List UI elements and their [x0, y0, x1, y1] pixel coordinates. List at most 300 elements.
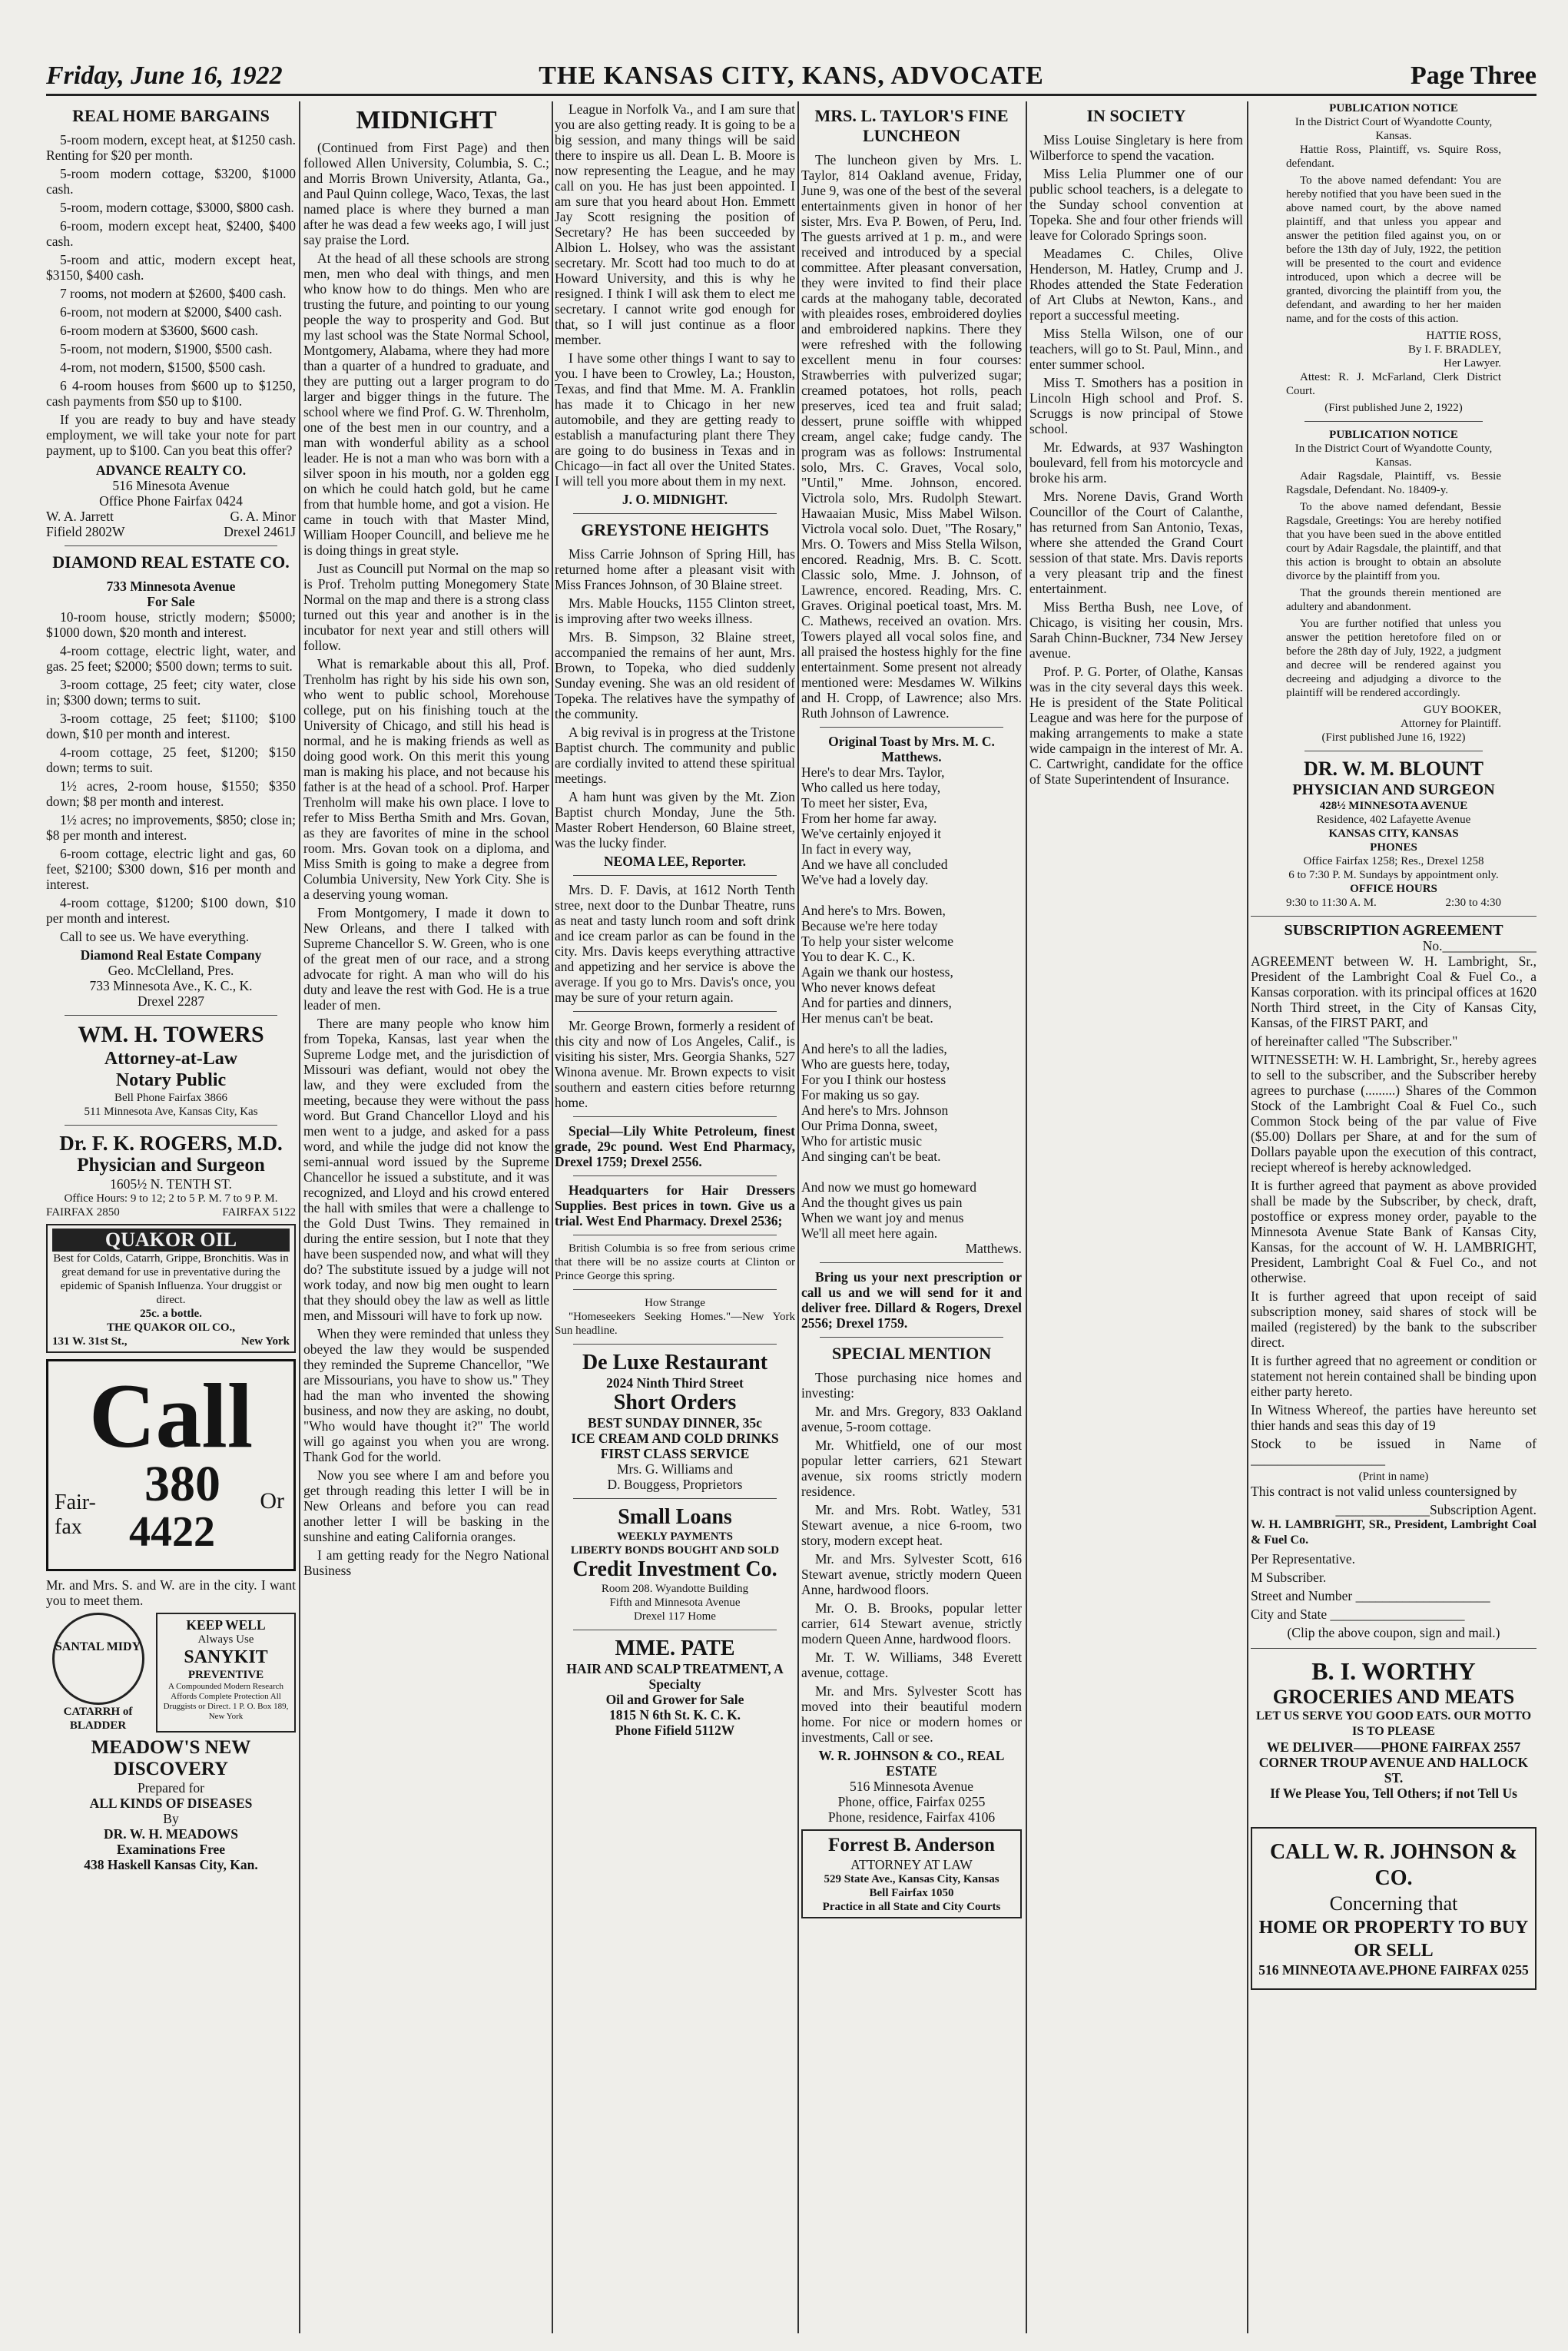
publication-notice-title: PUBLICATION NOTICE — [1329, 429, 1458, 441]
rogers-hours: Office Hours: 9 to 12; 2 to 5 P. M. 7 to 9 P. M. — [64, 1192, 278, 1205]
midnight-signature: J. O. MIDNIGHT. — [622, 492, 728, 507]
masthead — [46, 60, 1537, 96]
column-rule — [552, 101, 553, 2333]
how-strange-quote: "Homeseekers Seeking Homes."—New York Sun headline. — [555, 1311, 795, 1337]
agreement-paragraph: WITNESSETH: W. H. Lambright, Sr., hereby agrees to sell to the subscriber, and the Subscriber hereby agrees to purchase (.........) Shares of the Common Stock of the Lambright Coal & Fuel Co., such Common Stock being of the par value of Five ($5.00) Dollars per Share, at and for the sum of Dollars payable upon the execution of this contract, reciept whereof is hereby acknowledged. — [1251, 1052, 1537, 1175]
anderson-address: 529 State Ave., Kansas City, Kansas — [824, 1873, 999, 1885]
poem-line: Her menus can't be beat. — [801, 1010, 933, 1026]
greystone-reporter: NEOMA LEE, Reporter. — [603, 854, 747, 869]
blount-name: DR. W. M. BLOUNT — [1303, 758, 1484, 780]
article-paragraph: Miss Lelia Plummer one of our public school teachers, is a delegate to the Sunday school convention at Topeka. She and four other friends will leave for Colorado Springs soon. — [1029, 166, 1243, 243]
loans-line: Room 208. Wyandotte Building — [601, 1583, 749, 1595]
agreement-paragraph: In Witness Whereof, the parties have hereunto set thier hands and seas this day of 19 — [1251, 1402, 1537, 1433]
worthy-title: GROCERIES AND MEATS — [1272, 1686, 1515, 1708]
article-paragraph: Miss T. Smothers has a position in Lincoln High school and Prof. S. Scruggs is now principal of Stowe school. — [1029, 375, 1243, 436]
diamond-real-estate-heading: DIAMOND REAL ESTATE CO. — [52, 552, 290, 572]
wrj-phone: Phone, office, Fairfax 0255 — [837, 1794, 986, 1809]
publication-signature: GUY BOOKER, — [1423, 704, 1501, 716]
midnight-article — [303, 140, 549, 1578]
article-paragraph: Now you see where I am and before you get through reading this letter I will be in New Orleans and before you can read another letter I will be basking in the sunshine and eating California oranges. — [303, 1467, 549, 1544]
divider — [573, 1011, 777, 1012]
list-item: 6-room modern at $3600, $600 cash. — [60, 323, 259, 338]
list-item: 10-room house, strictly modern; $5000; $1000 down, $20 month and interest. — [46, 609, 296, 640]
poem-signature: Matthews. — [965, 1241, 1022, 1256]
article-paragraph: What is remarkable about this all, Prof. Trenholm has right by his side his own son, who went to public school, Morehouse college, put on his finishing touch at the University of Chicago, and still his head is normal, and he is making friends as well as doing good work. On this merit this young man is making his place, and not because his father is at the head of a school. Prof. Harper Trenholm will make his own place. I love to refer to Miss Bertha Smith and Mrs. Govan, as they are favorites of mine in the school room. Mrs. Govan took on a diploma, and Miss Smith is going to make a degree from Columbia University, New York City. She is a deserving young woman. — [303, 656, 549, 902]
advance-realty-phones — [46, 524, 296, 539]
anderson-name: Forrest B. Anderson — [828, 1835, 995, 1855]
wrj-address: 516 MINNEOTA AVE. — [1258, 1962, 1389, 1978]
publication-lawyer: Her Lawyer. — [1444, 357, 1501, 370]
poem-line: When we want joy and menus — [801, 1210, 964, 1225]
list-item: 5-room modern, except heat, at $1250 cash. Renting for $20 per month. — [46, 132, 296, 163]
call-number-2: 4422 — [129, 1508, 215, 1556]
deluxe-line: ICE CREAM AND COLD DRINKS — [571, 1431, 779, 1446]
meadows-address: 438 Haskell Kansas City, Kan. — [84, 1857, 258, 1872]
column-rule — [1247, 101, 1248, 2333]
rogers-phone: FAIRFAX 5122 — [222, 1206, 296, 1219]
towers-phone: Bell Phone Fairfax 3866 — [114, 1092, 228, 1104]
publication-date: (First published June 16, 1922) — [1321, 731, 1466, 744]
poem-line: Here's to dear Mrs. Taylor, — [801, 764, 945, 780]
list-item: 4-rom, not modern, $1500, $500 cash. — [60, 360, 266, 375]
luncheon-article: The luncheon given by Mrs. L. Taylor, 814 Oakland avenue, Friday, June 9, was one of the best of the several entertainments given in honor of her sister, Mrs. Eva P. Bowen, of Peru, Ind. The guests arrived at 1 p. m., and were received and introduced by a special committee. After pleasant conversation, they were invited to find their place cards at the mahogany table, decorated with pleaides roses, embroidered doylies and embroidered napkins. There they were refreshed with the following excellent menu in four courses: Strawberries with pulverized sugar; creamed potatoes, hot rolls, peach preserves, iced tea and fruit salad; dessert, prune soiffle with whipped cream, angel cake; fudge candy. The program was as follows: Instrumental solo, Mrs. C. Graves, Vocal solo, "Until," Mme. Johnson, encored. Victrola solo, Mrs. Rudolph Stewart. Hawaaian Music, Miss Mabel Wilson. Victrola vocal solo. Duet, "The Rosary," Mrs. O. Towers and Miss Stella Wilson, encored. Readnig, Mrs. B. C. Scott. Classic solo, Mme. J. Johnson, of Lawrence, encored. Reading, Mrs. C. Graves. Original poetical toast, Mrs. M. C. Mathews, received an ovation. Mrs. Towers played all vocal solos fine, and all praised the hostess highly for the fine entertainment. Some present not already mentioned were: Mesdames W. Wilkins and H. Cropp, of Lawrence; also Mrs. Ruth Johnson of Lawrence. — [801, 152, 1022, 721]
call-ad — [46, 1359, 296, 1571]
special-mention-heading: SPECIAL MENTION — [831, 1344, 992, 1363]
rogers-name: Dr. F. K. ROGERS, M.D. — [59, 1132, 283, 1155]
worthy-slogan: If We Please You, Tell Others; if not Tell Us — [1270, 1786, 1517, 1801]
towers-title-2: Notary Public — [115, 1070, 227, 1090]
divider — [65, 1015, 277, 1016]
quakor-address-row — [52, 1335, 290, 1348]
loans-company: Credit Investment Co. — [572, 1557, 777, 1581]
subscription-print: (Print in name) — [1358, 1471, 1429, 1483]
rogers-ad — [46, 1132, 296, 1219]
poem-line: From her home far away. — [801, 811, 937, 826]
divider — [573, 513, 777, 514]
agreement-paragraph: AGREEMENT between W. H. Lambright, Sr., President of the Lambright Coal & Fuel Co., a Kansas corporation. with its principal offices at 1620 North Third street, in the City of Kansas City, Kansas, of the FIRST PART, and — [1251, 953, 1537, 1030]
wrj-home-property: HOME OR PROPERTY TO BUY OR SELL — [1258, 1918, 1529, 1961]
blount-hours-pm: 2:30 to 4:30 — [1445, 897, 1501, 909]
divider — [820, 1262, 1003, 1263]
deluxe-line: FIRST CLASS SERVICE — [600, 1446, 750, 1461]
subscription-city: City and State ____________________ — [1251, 1607, 1465, 1622]
toast-heading: Original Toast by Mrs. M. C. Matthews. — [828, 734, 995, 764]
rogers-phones — [46, 1205, 296, 1219]
divider — [820, 1337, 1003, 1338]
sanykit-ad — [156, 1613, 296, 1733]
poem-line: To help your sister welcome — [801, 933, 954, 949]
quakor-text: Best for Colds, Catarrh, Grippe, Bronchitis. Was in great demand for use in preventative during the epidemic of Spanish Influenza. Your druggist or direct. — [53, 1252, 289, 1306]
list-item: 4-room cottage, 25 feet, $1200; $150 down; terms to suit. — [46, 744, 296, 775]
list-item: If you are ready to buy and have steady employment, we will take your note for part payment, up to $100. Can you beat this offer? — [46, 412, 296, 458]
diamond-for-sale: For Sale — [147, 594, 195, 609]
list-item: 6-room, not modern at $2000, $400 cash. — [60, 304, 283, 320]
lily-item: Special—Lily White Petroleum, finest grade, 29c pound. West End Pharmacy, Drexel 1759; Drexel 2556. — [555, 1123, 795, 1169]
loans-line: LIBERTY BONDS BOUGHT AND SOLD — [570, 1544, 780, 1557]
anderson-ad — [801, 1829, 1022, 1918]
publication-parties: Hattie Ross, Plaintiff, vs. Squire Ross, defendant. — [1286, 144, 1501, 170]
call-fairfax — [55, 1491, 96, 1540]
quakor-oil-ad — [46, 1224, 296, 1353]
santal-logo: SANTAL MIDY — [52, 1613, 144, 1705]
subscription-stock-name: Stock to be issued in Name of ____________________ — [1251, 1436, 1537, 1467]
sanykit-sub: PREVENTIVE — [187, 1669, 264, 1681]
real-home-list — [46, 132, 296, 458]
poem-line: And here's to all the ladies, — [801, 1041, 947, 1056]
sanykit-always: Always Use — [197, 1633, 254, 1646]
newspaper-title: THE KANSAS CITY, KANS, ADVOCATE — [539, 61, 1044, 90]
wrj-phone: Phone, residence, Fairfax 4106 — [827, 1809, 996, 1825]
list-item: 5-room and attic, modern except heat, $3150, $400 cash. — [46, 252, 296, 283]
article-paragraph: Meadames C. Chiles, Olive Henderson, M. Hatley, Crump and J. Rhodes attended the State Federation of Art Clubs at Newton, Kans., and report a successful meeting. — [1029, 246, 1243, 323]
subscription-agent-line: ______________Subscription Agent. — [1335, 1502, 1537, 1517]
worthy-motto: LET US SERVE YOU GOOD EATS. OUR MOTTO IS TO PLEASE — [1255, 1709, 1532, 1738]
column-2 — [303, 101, 549, 2333]
poem-line: We've had a lovely day. — [801, 872, 929, 887]
poem-line — [801, 887, 1022, 903]
meadows-title: MEADOW'S NEW DISCOVERY — [91, 1737, 251, 1779]
blount-address: 428½ MINNESOTA AVENUE — [1319, 800, 1468, 812]
poem-line: In fact in every way, — [801, 841, 912, 857]
poem-line — [801, 1026, 1022, 1041]
worthy-ad — [1251, 1656, 1537, 1801]
poem-line: To meet her sister, Eva, — [801, 795, 928, 811]
wrj-call-line: CALL W. R. JOHNSON & CO. — [1269, 1840, 1518, 1890]
diamond-list — [46, 609, 296, 944]
publication-date: (First published June 2, 1922) — [1324, 402, 1463, 414]
divider — [65, 1125, 277, 1126]
poem-line: And for parties and dinners, — [801, 995, 952, 1010]
diamond-company: Diamond Real Estate Company — [80, 947, 262, 963]
worthy-deliver: WE DELIVER——PHONE FAIRFAX 2557 — [1266, 1739, 1521, 1755]
advance-realty-contacts — [46, 509, 296, 524]
medicine-ads — [46, 1613, 296, 1733]
subscription-valid: This contract is not valid unless countersigned by — [1251, 1484, 1517, 1499]
poem-line: Who are guests here, today, — [801, 1056, 950, 1072]
column-5 — [1029, 101, 1243, 2333]
article-paragraph: Miss Stella Wilson, one of our teachers, will go to St. Paul, Minn., and enter summer school. — [1029, 326, 1243, 372]
pate-name: MME. PATE — [615, 1636, 735, 1660]
article-paragraph: Miss Carrie Johnson of Spring Hill, has returned home after a pleasant visit with Miss Frances Johnson, of 30 Blaine street. — [555, 546, 795, 592]
publication-text: To the above named defendant, Bessie Ragsdale, Greetings: You are hereby notified that you have been sued in the above entitled court by Adair Ragsdale, the plaintiff, and that this action is brought to obtain an absolute divorce by the plaintiff from you. — [1286, 501, 1501, 582]
subscription-street: Street and Number ____________________ — [1251, 1588, 1490, 1603]
column-rule — [797, 101, 799, 2333]
stock-name-label: Stock to be issued in Name of — [1251, 1436, 1537, 1451]
article-paragraph: I am getting ready for the Negro National Business — [303, 1547, 549, 1578]
santal-sub: CATARRH of BLADDER — [63, 1706, 133, 1732]
poem-line: Our Prima Donna, sweet, — [801, 1118, 938, 1133]
subscription-clip: (Clip the above coupon, sign and mail.) — [1287, 1625, 1500, 1640]
article-paragraph: A big revival is in progress at the Tristone Baptist church. The community and public are cordially invited to attend these spiritual meetings. — [555, 725, 795, 786]
call-text: Mr. and Mrs. S. and W. are in the city. I want you to meet them. — [46, 1577, 296, 1608]
davis-item: Mrs. D. F. Davis, at 1612 North Tenth stree, next door to the Dunbar Theatre, runs as neat and tasty lunch room and soft drink and ice cream parlor as can be found in the city. Mrs. Davis keeps everything attractive and appetizing and her service is above the average. If you go to Mrs. Davis's once, you may be sure of your return again. — [555, 882, 795, 1005]
poem-line: Who for artistic music — [801, 1133, 922, 1149]
list-item: 6-room, modern except heat, $2400, $400 cash. — [46, 218, 296, 249]
list-item: Mr. and Mrs. Sylvester Scott has moved into their beautiful modern home. For nice or modern homes or investments, Call or see. — [801, 1683, 1022, 1745]
divider — [820, 727, 1003, 728]
deluxe-line: Mrs. G. Williams and — [616, 1461, 734, 1477]
article-paragraph: At the head of all these schools are strong men, men who deal with things, and men who know how to do things. Men who are trusting the future, and pointing to our young people the way to prosperity and God. But my last school was the State Normal School, Montgomery, Alabama, where they had more than a quarter of a hundred to graduate, and they are putting out a larger program to do larger and bigger things in the future. The school where we find Prof. G. W. Threnholm, one of the best men in our country, and a man with wonderful ability as a school leader. He is not a man who was born with a silver spoon in his mouth, nor a golden egg on which he could hatch gold, but he came from that humble home, and got a vision. He came in touch with that Master Mind, William Hooper Councill, and believe me he is doing things in great style. — [303, 250, 549, 558]
anderson-phone: Bell Fairfax 1050 — [869, 1887, 954, 1899]
brown-item: Mr. George Brown, formerly a resident of this city and now of Los Angeles, Calif., is visiting his sister, Mrs. Georgia Shanks, 527 Winona avenue. Mr. Brown expects to visit southern and eastern cities before returnng home. — [555, 1018, 795, 1110]
poem-line: Who called us here today, — [801, 780, 941, 795]
divider — [1304, 421, 1483, 422]
article-paragraph: I have some other things I want to say to you. I have been to Crowley, La.; Houston, Texas, and find that Mme. M. A. Franklin has made it to Chicago in her new automobile, and they are getting ready to establish a manufacturing plant there They are going to do business in Texas and in Chicago—in fact all over the United States. I will tell you more about them in my next. — [555, 350, 795, 489]
poem-line: Again we thank our hostess, — [801, 964, 953, 980]
pate-line: Phone Fifield 5112W — [615, 1723, 735, 1738]
subscription-no: No.______________ — [1422, 938, 1537, 953]
worthy-name: B. I. WORTHY — [1311, 1657, 1476, 1685]
anderson-practice: Practice in all State and City Courts — [822, 1901, 1001, 1913]
divider — [573, 875, 777, 876]
rogers-title: Physician and Surgeon — [77, 1155, 265, 1176]
divider — [573, 1116, 777, 1117]
wrj-call-box — [1251, 1827, 1537, 1990]
list-item: 6 4-room houses from $600 up to $1250, cash payments from $50 up to $100. — [46, 378, 296, 409]
meadows-line: Prepared for — [138, 1780, 204, 1796]
pate-line: HAIR AND SCALP TREATMENT, A Specialty — [566, 1661, 784, 1692]
in-society-list — [1029, 132, 1243, 787]
publication-by: By I. F. BRADLEY, — [1407, 343, 1501, 356]
column-rule — [299, 101, 300, 2333]
publication-attest: Attest: R. J. McFarland, Clerk District Court. — [1286, 371, 1501, 397]
deluxe-title: De Luxe Restaurant — [582, 1351, 768, 1374]
wrj-concerning: Concerning that — [1329, 1892, 1458, 1915]
meadows-doctor: DR. W. H. MEADOWS — [103, 1826, 239, 1842]
subscription-body — [1251, 953, 1537, 1433]
publication-lawyer: Attorney for Plaintiff. — [1401, 718, 1501, 730]
article-paragraph: There are many people who know him from Topeka, Kansas, last year when the Supreme Lodge met, and the jurisdiction of Missouri was defiant, would not obey the law, and they were excluded from the meeting, because they were without the pass word. But Grand Chancellor Lloyd and his men went to a judge, and asked for a pass word, and while the judge did not know the semi-annual word issued by the Supreme Chancellor he issued a substitute, and it was recognized, and Lloyd and his crowd entered the hall with smiles that were a challenge to the Gold Dust Twins. They remained in during the entire session, but I note that they have been suspended now, and what will they do? The substitute issued by a judge will not work today, and now big men ought to learn that they should obey the law as well as little men, and Missouri will have to fork up now. — [303, 1016, 549, 1323]
subscription-no-label: No. — [1422, 938, 1443, 953]
quakor-city: New York — [240, 1335, 290, 1348]
in-society-heading: IN SOCIETY — [1086, 106, 1186, 125]
divider — [573, 1498, 777, 1499]
article-paragraph: Mrs. B. Simpson, 32 Blaine street, accompanied the remains of her aunt, Mrs. Brown, to Topeka, who died suddenly Sunday evening. She was an old resident of Topeka. The relatives have the sympathy of the community. — [555, 629, 795, 721]
divider — [573, 1344, 777, 1345]
sanykit-name: SANYKIT — [184, 1647, 268, 1667]
publication-text: You are further notified that unless you answer the petition heretofore filed on or before the 28th day of July, 1922, a judgment and decree will be rendered against you decreeing and adjudging a divorce to the plaintiff will be rendered accordingly. — [1286, 618, 1501, 699]
luncheon-heading: MRS. L. TAYLOR'S FINE LUNCHEON — [814, 106, 1009, 145]
article-paragraph: Just as Councill put Normal on the map so is Prof. Treholm putting Monegomery State Normal on the map and there is a strong class turned out this year and another is in the incubator for next year and still others will follow. — [303, 561, 549, 653]
deluxe-line: D. Bouggess, Proprietors — [607, 1477, 743, 1492]
poem-line: And we have all concluded — [801, 857, 948, 872]
worthy-address: CORNER TROUP AVENUE AND HALLOCK ST. — [1258, 1755, 1529, 1786]
advance-realty-phone: Office Phone Fairfax 0424 — [99, 493, 243, 509]
list-item: Mr. and Mrs. Gregory, 833 Oakland avenue, 5-room cottage. — [801, 1404, 1022, 1434]
article-paragraph: Mrs. Norene Davis, Grand Worth Councillor of the Court of Calanthe, has returned from San Antonio, Texas, where she attended the Grand Court session of that state. Mrs. Davis reports a very pleasant trip and the finest entertainment. — [1029, 489, 1243, 596]
sanykit-small: A Compounded Modern Research Affords Complete Protection All Druggists or Direct. 1 P. O. Box 189, New York — [163, 1682, 289, 1721]
subscription-president: W. H. LAMBRIGHT, SR., President, Lambright Coal & Fuel Co. — [1251, 1518, 1537, 1547]
greystone-heading: GREYSTONE HEIGHTS — [581, 520, 769, 539]
towers-address: 511 Minnesota Ave, Kansas City, Kas — [84, 1106, 258, 1118]
poem-line: Because we're here today — [801, 918, 938, 933]
meadows-line: By — [163, 1811, 179, 1826]
meadows-line: ALL KINDS OF DISEASES — [89, 1796, 253, 1811]
pate-ad — [555, 1636, 795, 1738]
real-home-bargains-heading: REAL HOME BARGAINS — [72, 106, 270, 125]
list-item: 3-room cottage, 25 feet; $1100; $100 down, $10 per month and interest. — [46, 711, 296, 741]
advance-realty-ad — [46, 463, 296, 539]
contact-phone: Fifield 2802W — [46, 524, 125, 539]
blount-hours-am: 9:30 to 11:30 A. M. — [1286, 897, 1377, 909]
meadows-ad — [46, 1737, 296, 1872]
loans-title: Small Loans — [618, 1505, 732, 1529]
agreement-paragraph: It is further agreed that upon receipt of said subscription money, said shares of stock will be mailed (registered) by the bank to the subscriber direct. — [1251, 1288, 1537, 1350]
sanykit-keep-well: KEEP WELL — [186, 1617, 266, 1633]
subscription-per: Per Representative. — [1251, 1551, 1356, 1567]
agreement-paragraph: of hereinafter called "The Subscriber." — [1251, 1033, 1458, 1049]
column-6 — [1251, 101, 1537, 2333]
article-paragraph: Miss Louise Singletary is here from Wilberforce to spend the vacation. — [1029, 132, 1243, 163]
publication-text: To the above named defendant: You are hereby notified that you have been sued in the above named court, by the above named plaintiff, and that unless you appear and answer the petition filed against you, on or before the 13th day of July, 1922, the petition will be presented to the court and evidence introduced, upon which a decree will be granted, divorcing the plaintiff from you, the defendant, and awarding to her her maiden name, and for the costs of this action. — [1286, 174, 1501, 325]
list-item: 7 rooms, not modern at $2600, $400 cash. — [60, 286, 287, 301]
poem-line: We'll all meet here again. — [801, 1225, 938, 1241]
deluxe-address: 2024 Ninth Third Street — [606, 1375, 744, 1391]
list-item: Call to see us. We have everything. — [60, 929, 250, 944]
publication-notices — [1286, 101, 1501, 910]
list-item: 1½ acres; no improvements, $850; close in; $8 per month and interest. — [46, 812, 296, 843]
article-paragraph: When they were reminded that unless they obeyed the law they would be suspended they reminded the Supreme Chancellor, "We are Missourians, you have to show us." They had the man who invented the showing business, and now they are asking, no doubt, "Who would have thought it?" The world will go against you when you are wrong. Thank God for the world. — [303, 1326, 549, 1464]
list-item: Mr. T. W. Williams, 348 Everett avenue, cottage. — [801, 1650, 1022, 1680]
publication-court: In the District Court of Wyandotte County, Kansas. — [1295, 443, 1493, 469]
blount-title: PHYSICIAN AND SURGEON — [1292, 781, 1495, 798]
british-columbia-item: British Columbia is so free from serious crime that there will be no assize courts at Clinton or Prince George this spring. — [555, 1242, 795, 1282]
special-mention-list — [801, 1370, 1022, 1745]
column-1 — [46, 101, 296, 2333]
list-item: 3-room cottage, 25 feet; city water, close in; $300 down; terms to suit. — [46, 677, 296, 708]
poem-line: We've certainly enjoyed it — [801, 826, 942, 841]
contact-name: G. A. Minor — [230, 509, 296, 524]
agreement-paragraph: It is further agreed that no agreement or condition or statement not herein contained shall be binding upon either party hereto. — [1251, 1353, 1537, 1399]
blount-hours-label: OFFICE HOURS — [1350, 883, 1437, 895]
call-number-1: 380 — [144, 1456, 220, 1512]
divider — [1251, 916, 1537, 917]
column-rule — [1026, 101, 1027, 2333]
call-or: Or — [260, 1488, 284, 1514]
diamond-address-2: 733 Minnesota Ave., K. C., K. — [89, 978, 253, 993]
subscription-agreement — [1251, 923, 1537, 1640]
santal-ad — [46, 1613, 150, 1733]
publication-court: In the District Court of Wyandotte County, Kansas. — [1295, 116, 1493, 142]
article-paragraph: From Montgomery, I made it down to New Orleans, and there I talked with Supreme Chancellor S. W. Green, who is one of the great men of our race, and a strong advocate for right. A man who will do his duty and leave the rest with God. He is a true leader of men. — [303, 905, 549, 1013]
how-strange-title: How Strange — [645, 1297, 705, 1309]
loans-line: Fifth and Minnesota Avenue — [609, 1597, 741, 1609]
blount-sundays: 6 to 7:30 P. M. Sundays by appointment only. — [1288, 869, 1499, 881]
city-label: City and State — [1251, 1607, 1328, 1622]
diamond-president: Geo. McClelland, Pres. — [108, 963, 234, 978]
midnight-heading: MIDNIGHT — [356, 106, 497, 134]
list-item: Mr. Whitfield, one of our most popular letter carriers, 621 Stewart avenue, six rooms strictly modern residence. — [801, 1437, 1022, 1499]
column-3 — [555, 101, 795, 2333]
advance-realty-address: 516 Minesota Avenue — [112, 478, 230, 493]
meadows-exam: Examinations Free — [116, 1842, 226, 1857]
contact-name: W. A. Jarrett — [46, 509, 114, 524]
issue-date: Friday, June 16, 1922 — [46, 61, 283, 90]
call-word: Call — [88, 1365, 254, 1467]
towers-ad — [46, 1022, 296, 1119]
list-item: 4-room cottage, electric light, water, and gas. 25 feet; $2000; $500 down; terms to suit. — [46, 643, 296, 674]
wrj-name: W. R. JOHNSON & CO., REAL ESTATE — [818, 1748, 1005, 1779]
publication-notice-title: PUBLICATION NOTICE — [1329, 102, 1458, 114]
loans-ad — [555, 1505, 795, 1623]
list-item: Mr. O. B. Brooks, popular letter carrier, 614 Stewart avenue, strictly modern Queen Anne, hardwood floors. — [801, 1600, 1022, 1646]
publication-signature: HATTIE ROSS, — [1426, 330, 1501, 342]
subscription-subscriber: M Subscriber. — [1251, 1570, 1327, 1585]
subscription-title: SUBSCRIPTION AGREEMENT — [1284, 922, 1503, 939]
prescription-ad: Bring us your next prescription or call us and we will send for it and deliver free. Dillard & Rogers, Drexel 2556; Drexel 1759. — [801, 1269, 1022, 1331]
article-paragraph: Prof. P. G. Porter, of Olathe, Kansas was in the city several days this week. He is president of the State Political League and was here for the purpose of making arrangements to make a state wide campaign in the interest of Mr. A. C. Cartwright, candidate for the office of State Superintendent of Insurance. — [1029, 664, 1243, 787]
diamond-phone: Drexel 2287 — [138, 993, 204, 1009]
rogers-address: 1605½ N. TENTH ST. — [110, 1176, 232, 1192]
blount-phones: Office Fairfax 1258; Res., Drexel 1258 — [1303, 855, 1484, 867]
blount-hours — [1286, 896, 1501, 910]
blount-city: KANSAS CITY, KANSAS — [1328, 827, 1459, 840]
poem-line: For you I think our hostess — [801, 1072, 946, 1087]
anderson-title: ATTORNEY AT LAW — [850, 1857, 973, 1872]
article-paragraph: Miss Bertha Bush, nee Love, of Chicago, is visiting her cousin, Mrs. Sarah Chinn-Buckner, 734 New Jersey avenue. — [1029, 599, 1243, 661]
article-paragraph: Mr. Edwards, at 937 Washington boulevard, fell from his motorcycle and broke his arm. — [1029, 439, 1243, 486]
divider — [573, 1289, 777, 1290]
poem-line: And now we must go homeward — [801, 1179, 976, 1195]
publication-parties: Adair Ragsdale, Plaintiff, vs. Bessie Ragsdale, Defendant. No. 18409-y. — [1286, 470, 1501, 496]
wrj-phone: PHONE FAIRFAX 0255 — [1388, 1962, 1529, 1978]
midnight-article-continued — [555, 101, 795, 489]
towers-title: Attorney-at-Law — [104, 1049, 238, 1069]
poem-line: And here's to Mrs. Bowen, — [801, 903, 946, 918]
poem-line — [801, 1164, 1022, 1179]
toast-poem — [801, 764, 1022, 1241]
street-label: Street and Number — [1251, 1588, 1353, 1603]
headquarters-item: Headquarters for Hair Dressers Supplies. Best prices in town. Give us a trial. West End Pharmacy. Drexel 2536; — [555, 1182, 795, 1229]
poem-line: For making us so gay. — [801, 1087, 920, 1103]
rogers-phone: FAIRFAX 2850 — [46, 1206, 120, 1219]
agreement-paragraph: It is further agreed that payment as above provided shall be made by the Subscriber, by check, draft, postoffice or express money order, payable to the Minnesota Avenue State Bank of Kansas City, Kansas, for the account of W. H. LAMBRIGHT, President, Lambright Coal & Fuel Co., and not otherwise. — [1251, 1178, 1537, 1285]
list-item: Those purchasing nice homes and investing: — [801, 1370, 1022, 1401]
list-item: 6-room cottage, electric light and gas, 60 feet, $2100; $300 down, $16 per month and interest. — [46, 846, 296, 892]
quakor-title: QUAKOR OIL — [52, 1229, 290, 1252]
greystone-article — [555, 546, 795, 851]
poem-line: Who never knows defeat — [801, 980, 936, 995]
blount-residence: Residence, 402 Lafayette Avenue — [1316, 814, 1471, 826]
divider — [65, 545, 277, 546]
poem-line: And singing can't be beat. — [801, 1149, 941, 1164]
quakor-address: 131 W. 31st St., — [52, 1335, 128, 1348]
diamond-address: 733 Minnesota Avenue — [106, 579, 236, 594]
page-number: Page Three — [1411, 61, 1537, 90]
column-4 — [801, 101, 1022, 2333]
loans-line: WEEKLY PAYMENTS — [616, 1530, 733, 1543]
list-item: Mr. and Mrs. Robt. Watley, 531 Stewart avenue, a nice 6-room, two story, modern except heat. — [801, 1502, 1022, 1548]
article-paragraph: (Continued from First Page) and then followed Allen University, Columbia, S. C.; and Morris Brown University, Atlanta, Ga., and Paul Quinn college, Waco, Texas, the last named place is where they burned a man after he was dead a few weeks ago, I will just say praise the Lord. — [303, 140, 549, 247]
list-item: 5-room modern cottage, $3200, $1000 cash. — [46, 166, 296, 197]
deluxe-line: BEST SUNDAY DINNER, 35c — [588, 1415, 762, 1431]
quakor-price: 25c. a bottle. — [140, 1308, 202, 1320]
towers-name: WM. H. TOWERS — [78, 1022, 264, 1047]
wrj-address-row — [1258, 1962, 1529, 1978]
list-item: 1½ acres, 2-room house, $1550; $350 down; $8 per month and interest. — [46, 778, 296, 809]
wrj-address: 516 Minnesota Avenue — [849, 1779, 974, 1794]
advance-realty-name: ADVANCE REALTY CO. — [95, 463, 247, 478]
deluxe-ad — [555, 1351, 795, 1492]
poem-line: You to dear K. C., K. — [801, 949, 916, 964]
quakor-company: THE QUAKOR OIL CO., — [106, 1321, 236, 1334]
list-item: 5-room, not modern, $1900, $500 cash. — [60, 341, 273, 356]
article-paragraph: League in Norfolk Va., and I am sure that you are also getting ready. It is going to be a big session, and many things will be said there to inspire us all. Dean L. B. Moore is now representing the League, and he may call on you. He has just been appointed. I am sure that you heard about Hon. Emmett Jay Scott resigning the position of Secretary? He has been succeeded by Albion L. Holsey, who was the assistant secretary. Mr. Scott had too much to do at Howard University, and this is why he resigned. I think I will ask them to elect me secretary. I cannot write god enough for that, so I will just continue as a floor member. — [555, 101, 795, 347]
loans-line: Drexel 117 Home — [634, 1610, 716, 1623]
list-item: 5-room, modern cottage, $3000, $800 cash. — [60, 200, 294, 215]
list-item: Mr. and Mrs. Sylvester Scott, 616 Stewart avenue, strictly modern Queen Anne, hardwood floors. — [801, 1551, 1022, 1597]
contact-phone: Drexel 2461J — [224, 524, 296, 539]
